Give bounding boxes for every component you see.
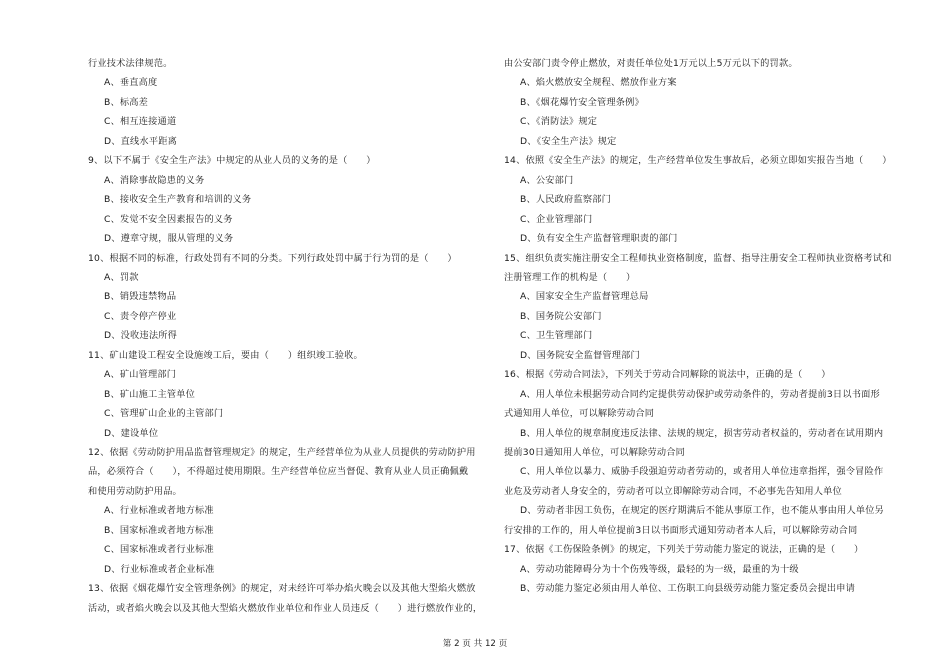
answer-option: D、建设单位	[104, 427, 159, 439]
question-text: 16、根据《劳动合同法》，下列关于劳动合同解除的说法中，正确的是（ ）	[504, 369, 831, 381]
answer-option: D、直线水平距离	[104, 135, 177, 147]
answer-option: B、标高差	[104, 96, 149, 108]
text-line: 活动，或者焰火晚会以及其他大型焰火燃放作业单位和作业人员违反（ ）进行燃放作业的，	[88, 602, 483, 614]
text-line: 注册管理工作的机构是（ ）	[504, 271, 636, 283]
answer-option: C、管理矿山企业的主管部门	[104, 408, 224, 420]
text-line: 和使用劳动防护用品。	[88, 485, 182, 497]
answer-option: C、用人单位以暴力、威胁手段强迫劳动者劳动的，或者用人单位违章指挥，强令冒险作	[520, 466, 884, 478]
question-text: 14、依照《安全生产法》的规定，生产经营单位发生事故后，必须立即如实报告当地（ ）	[504, 155, 892, 167]
answer-option: A、罚款	[104, 271, 139, 283]
answer-option: B、劳动能力鉴定必须由用人单位、工伤职工向县级劳动能力鉴定委员会提出申请	[520, 583, 856, 595]
answer-option: C、责令停产停业	[104, 310, 177, 322]
text-line: 业危及劳动者人身安全的，劳动者可以立即解除劳动合同，不必事先告知用人单位	[504, 485, 842, 497]
answer-option: C、相互连接通道	[104, 116, 177, 128]
answer-option: C、企业管理部门	[520, 213, 593, 225]
answer-option: A、行业标准或者地方标准	[104, 505, 214, 517]
question-text: 12、依据《劳动防护用品监督管理规定》的规定，生产经营单位为从业人员提供的劳动防护用	[88, 447, 476, 458]
text-line: 提前30日通知用人单位，可以解除劳动合同	[504, 447, 686, 458]
question-text: 13、依据《烟花爆竹安全管理条例》的规定，对未经许可举办焰火晚会以及其他大型焰火燃放	[88, 583, 476, 595]
text-line: 式通知用人单位，可以解除劳动合同	[504, 408, 655, 420]
answer-option: B、国家标准或者地方标准	[104, 524, 214, 536]
question-text: 17、依据《工伤保险条例》的规定，下列关于劳动能力鉴定的说法，正确的是（ ）	[504, 544, 864, 556]
answer-option: A、垂直高度	[104, 77, 158, 89]
answer-option: C、《消防法》规定	[520, 116, 598, 128]
answer-option: D、没收违法所得	[104, 330, 177, 342]
answer-option: B、《烟花爆竹安全管理条例》	[520, 96, 644, 108]
answer-option: A、用人单位未根据劳动合同约定提供劳动保护或劳动条件的，劳动者提前3日以书面形	[520, 388, 880, 400]
answer-option: D、《安全生产法》规定	[520, 135, 617, 147]
text-line: 品，必须符合（ ），不得超过使用期限。生产经营单位应当督促、教育从业人员正确佩戴	[88, 466, 469, 478]
answer-option: A、劳动功能障碍分为十个伤残等级，最轻的为一级，最重的为十级	[520, 563, 799, 575]
answer-option: A、矿山管理部门	[104, 369, 177, 381]
question-text: 11、矿山建设工程安全设施竣工后，要由（ ）组织竣工验收。	[88, 349, 363, 361]
answer-option: A、国家安全生产监督管理总局	[520, 291, 649, 303]
answer-option: D、负有安全生产监督管理职责的部门	[520, 233, 678, 245]
answer-option: C、卫生管理部门	[520, 330, 593, 342]
answer-option: C、国家标准或者行业标准	[104, 544, 214, 556]
answer-option: B、接收安全生产教育和培训的义务	[104, 194, 252, 206]
answer-option: B、人民政府监察部门	[520, 194, 611, 206]
text-line: 行业技术法律规范。	[88, 58, 173, 69]
answer-option: A、消除事故隐患的义务	[104, 174, 205, 186]
answer-option: D、行业标准或者企业标准	[104, 563, 215, 575]
answer-option: B、用人单位的规章制度违反法律、法规的规定，损害劳动者权益的，劳动者在试用期内	[520, 427, 884, 439]
text-line: 由公安部门责令停止燃放，对责任单位处1万元以上5万元以下的罚款。	[504, 58, 798, 69]
answer-option: A、焰火燃放安全规程、燃放作业方案	[520, 77, 677, 89]
answer-option: B、销毁违禁物品	[104, 291, 177, 303]
answer-option: C、发觉不安全因素报告的义务	[104, 213, 233, 225]
question-text: 15、组织负责实施注册安全工程师执业资格制度，监督、指导注册安全工程师执业资格考试和	[504, 252, 892, 264]
answer-option: D、遵章守规，服从管理的义务	[104, 233, 234, 245]
answer-option: B、国务院公安部门	[520, 310, 602, 322]
answer-option: B、矿山施工主管单位	[104, 388, 195, 400]
text-line: 行安排的工作的，用人单位提前3日以书面形式通知劳动者本人后，可以解除劳动合同	[504, 524, 858, 536]
answer-option: A、公安部门	[520, 174, 574, 186]
answer-option: D、劳动者非因工负伤，在规定的医疗期满后不能从事原工作，也不能从事由用人单位另	[520, 505, 884, 517]
question-text: 10、根据不同的标准，行政处罚有不同的分类。下列行政处罚中属于行为罚的是（ ）	[88, 252, 457, 264]
question-text: 9、以下不属于《安全生产法》中规定的从业人员的义务的是（ ）	[88, 155, 376, 167]
answer-option: D、国务院安全监督管理部门	[520, 349, 640, 361]
page-footer: 第 2 页 共 12 页	[442, 639, 508, 649]
